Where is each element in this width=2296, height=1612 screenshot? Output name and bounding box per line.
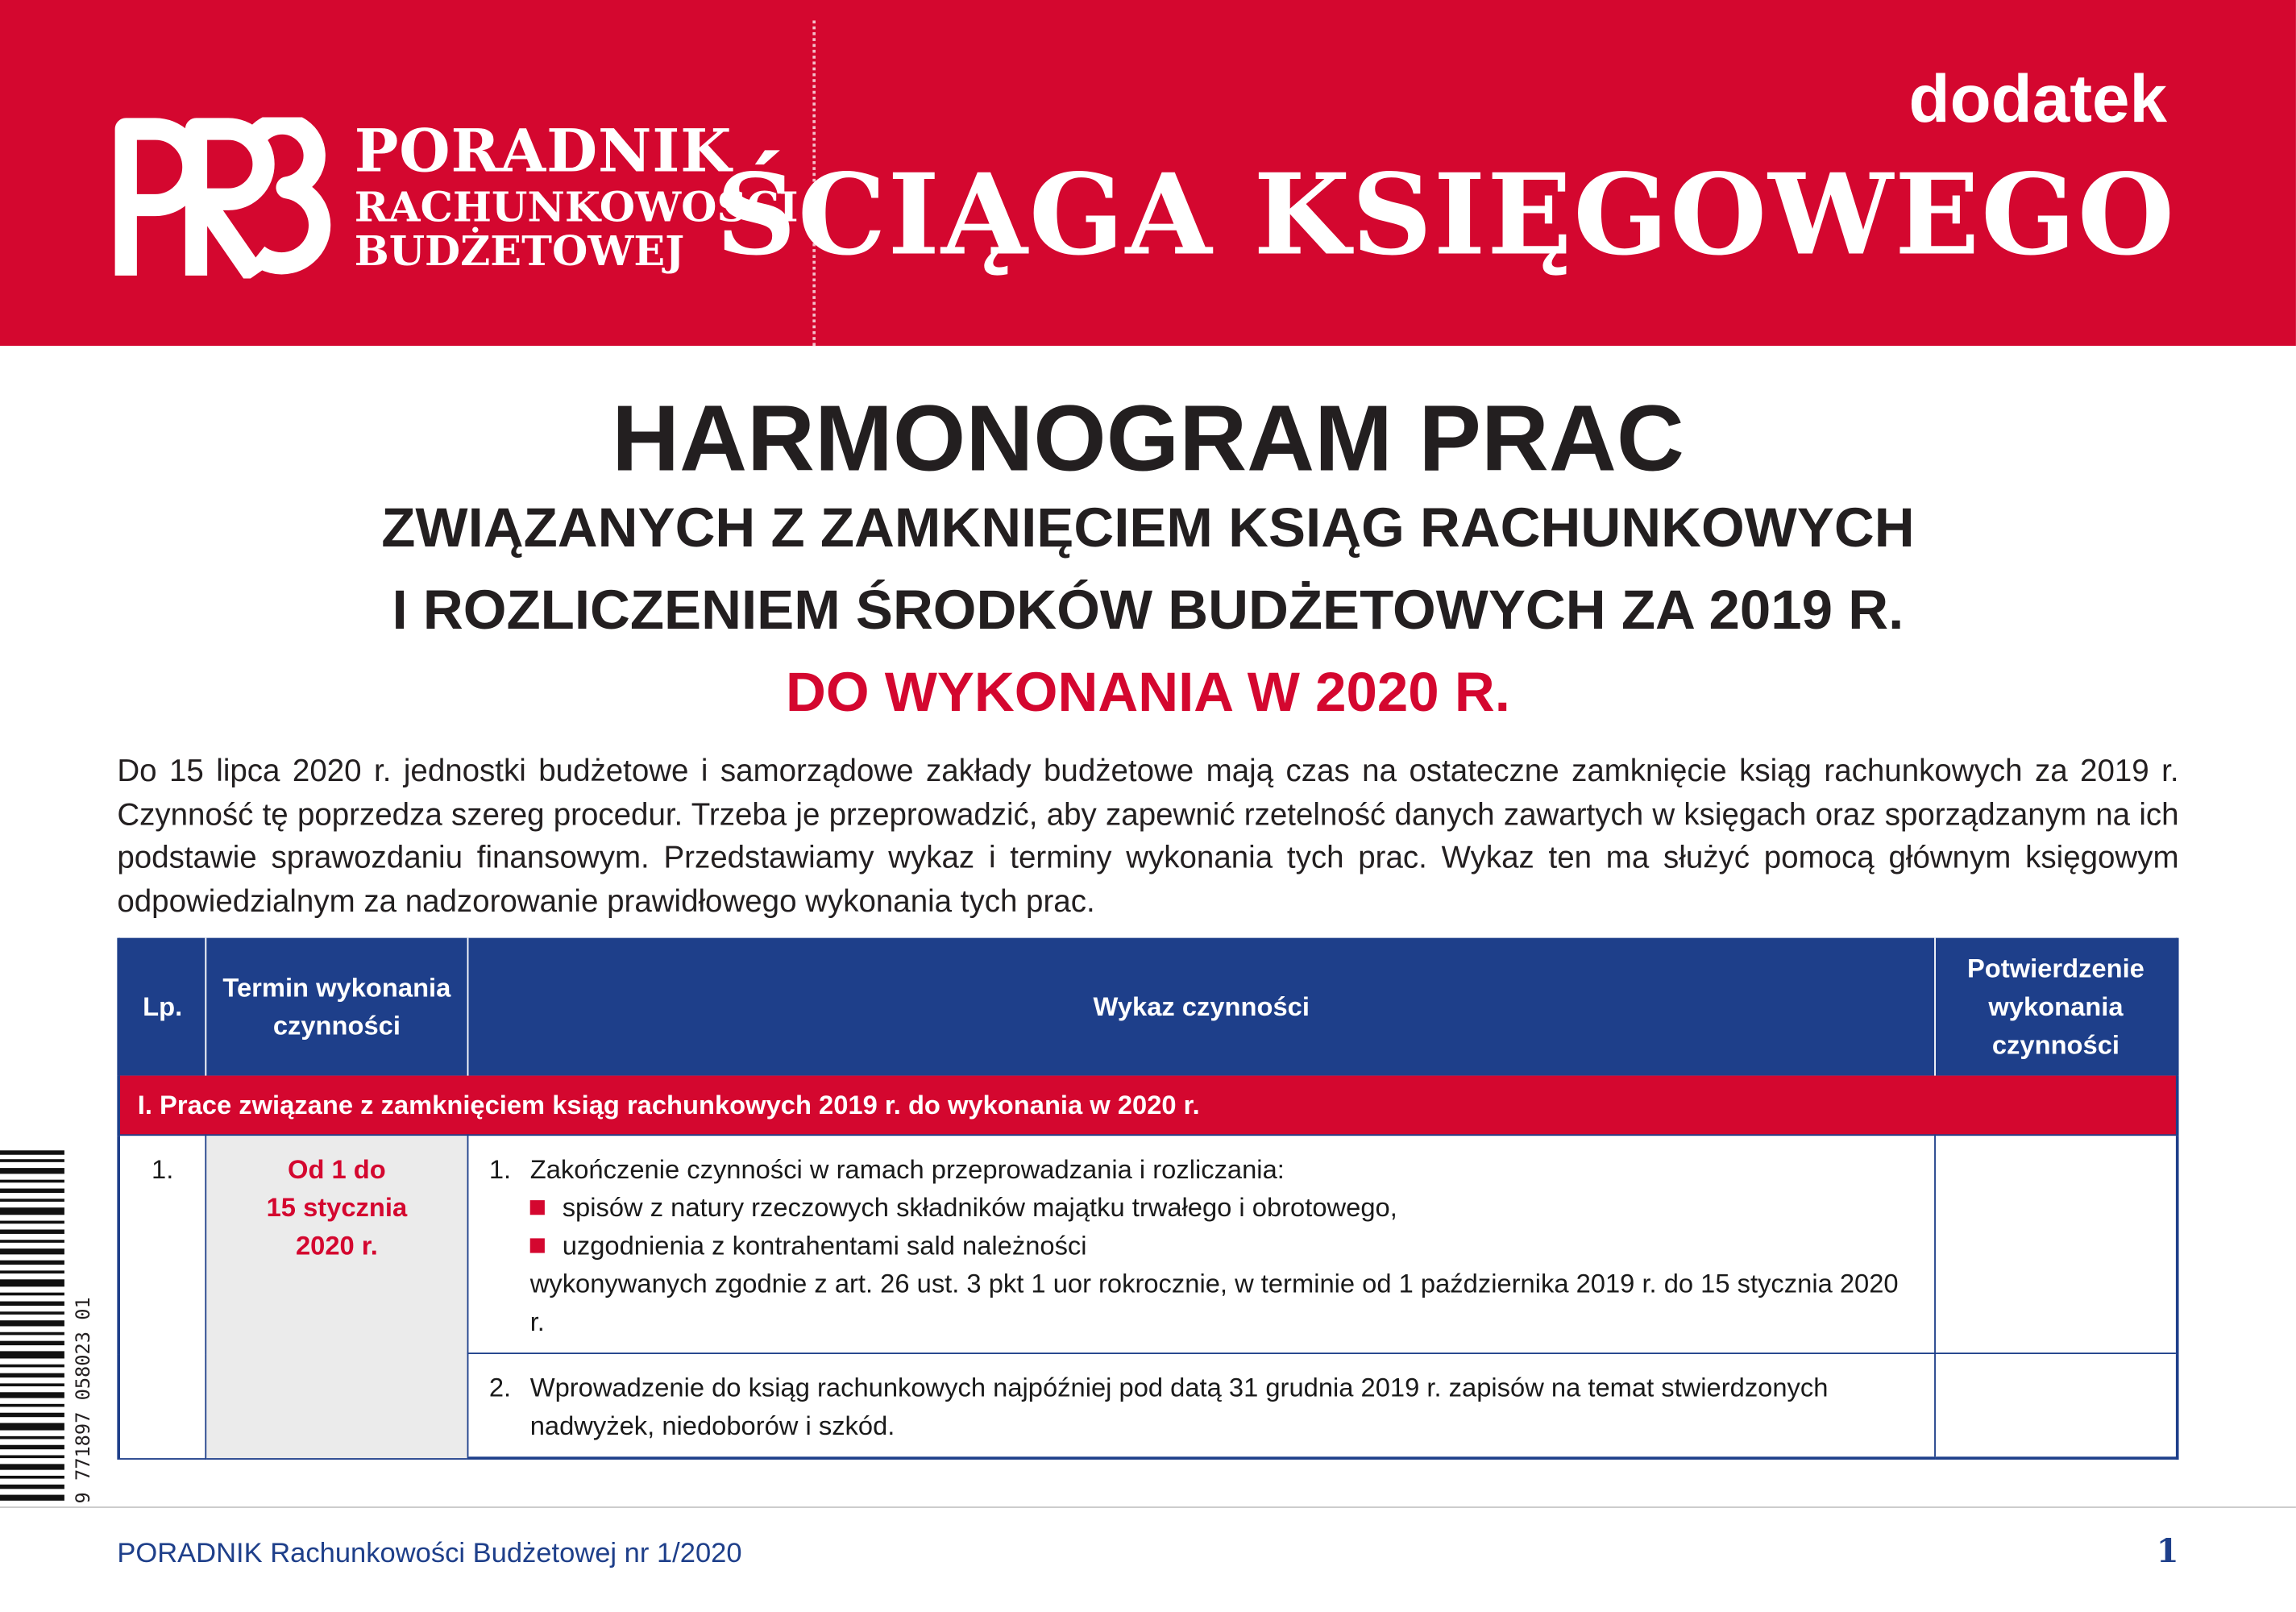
supplement-title: ŚCIĄGA KSIĘGOWEGO: [716, 149, 2176, 280]
item-note: wykonywanych zgodnie z art. 26 ust. 3 pkt 1 uor rokrocznie, w terminie od 1 października 2019 r. do 15 stycznia 2020 r.: [529, 1269, 1899, 1337]
logo-line-3: BUDŻETOWEJ: [354, 226, 685, 276]
bullet-text: uzgodnienia z kontrahentami sald należności: [562, 1231, 1087, 1261]
item-text: Wprowadzenie do ksiąg rachunkowych najpóźniej pod datą 31 grudnia 2019 r. zapisów na temat stwierdzonych nadwyżek, niedoborów i szkód.: [529, 1373, 1829, 1441]
header-term: Termin wykonania czynności: [206, 938, 467, 1076]
header-confirm: Potwierdzenie wykonania czynności: [1935, 938, 2178, 1076]
barcode-icon: [0, 1148, 64, 1504]
term-line-2: 15 stycznia: [266, 1193, 408, 1223]
subtitle-deadline: DO WYKONANIA W 2020 R.: [785, 662, 1510, 725]
section-heading: I. Prace związane z zamknięciem ksiąg rachunkowych 2019 r. do wykonania w 2020 r.: [118, 1076, 2178, 1136]
term-line-1: Od 1 do: [288, 1154, 386, 1185]
subtitle-line-1: ZWIĄZANYCH Z ZAMKNIĘCIEM KSIĄG RACHUNKOWYCH: [381, 498, 1915, 560]
footer-rule: [0, 1506, 2296, 1508]
bullet-text: spisów z natury rzeczowych składników majątku trwałego i obrotowego,: [562, 1193, 1397, 1223]
header-work: Wykaz czynności: [467, 938, 1935, 1076]
item-text: Zakończenie czynności w ramach przeprowadzania i rozliczania:: [529, 1154, 1285, 1185]
work-item-1: [467, 1135, 1935, 1353]
prb-logo-icon: [111, 117, 346, 278]
item-number: 2.: [488, 1373, 512, 1403]
term-line-3: 2020 r.: [295, 1231, 378, 1261]
barcode-digits: 9 771897 058023 01: [73, 1297, 96, 1504]
section-row: [118, 1076, 2178, 1136]
work-item-2: [467, 1353, 1935, 1458]
page-title: HARMONOGRAM PRAC: [612, 385, 1684, 492]
schedule-table: [117, 938, 2178, 1460]
subtitle-line-2: I ROZLICZENIEM ŚRODKÓW BUDŻETOWYCH ZA 2019 R.: [392, 580, 1904, 642]
red-square-bullet-icon: [530, 1238, 545, 1253]
confirm-cell[interactable]: [1935, 1135, 2178, 1353]
logo-line-1: PORADNIK: [354, 117, 733, 186]
supplement-label: dodatek: [1908, 60, 2168, 137]
intro-paragraph: Do 15 lipca 2020 r. jednostki budżetowe i samorządowe zakłady budżetowe mają czas na ostateczne zamknięcie ksiąg rachunkowych za 2019 r. Czynność tę poprzedza szereg procedur. Trzeba je przeprowadzić, aby zapewnić rzetelność danych zawartych w księgach oraz sporządzanym na ich podstawie sprawozdaniu finansowym. Przedstawiamy wykaz i terminy wykonania tych prac. Wykaz ten ma służyć pomocą głównym księgowym odpowiedzialnym za nadzorowanie prawidłowego wykonania tych prac.: [117, 754, 2179, 919]
table-header-row: [118, 938, 2178, 1076]
row-lp: 1.: [118, 1135, 206, 1458]
confirm-cell[interactable]: [1935, 1353, 2178, 1458]
table-row: [118, 1135, 2178, 1353]
page-number: 1: [2156, 1532, 2179, 1572]
bullet-item: [530, 1227, 1914, 1265]
header-lp: Lp.: [118, 938, 206, 1076]
footer-publication: PORADNIK Rachunkowości Budżetowej nr 1/2020: [117, 1539, 742, 1570]
item-number: 1.: [488, 1154, 512, 1185]
bullet-item: [530, 1189, 1914, 1227]
logo-line-2: RACHUNKOWOŚCI: [354, 183, 799, 232]
row-term: [206, 1135, 467, 1458]
red-square-bullet-icon: [530, 1200, 545, 1215]
